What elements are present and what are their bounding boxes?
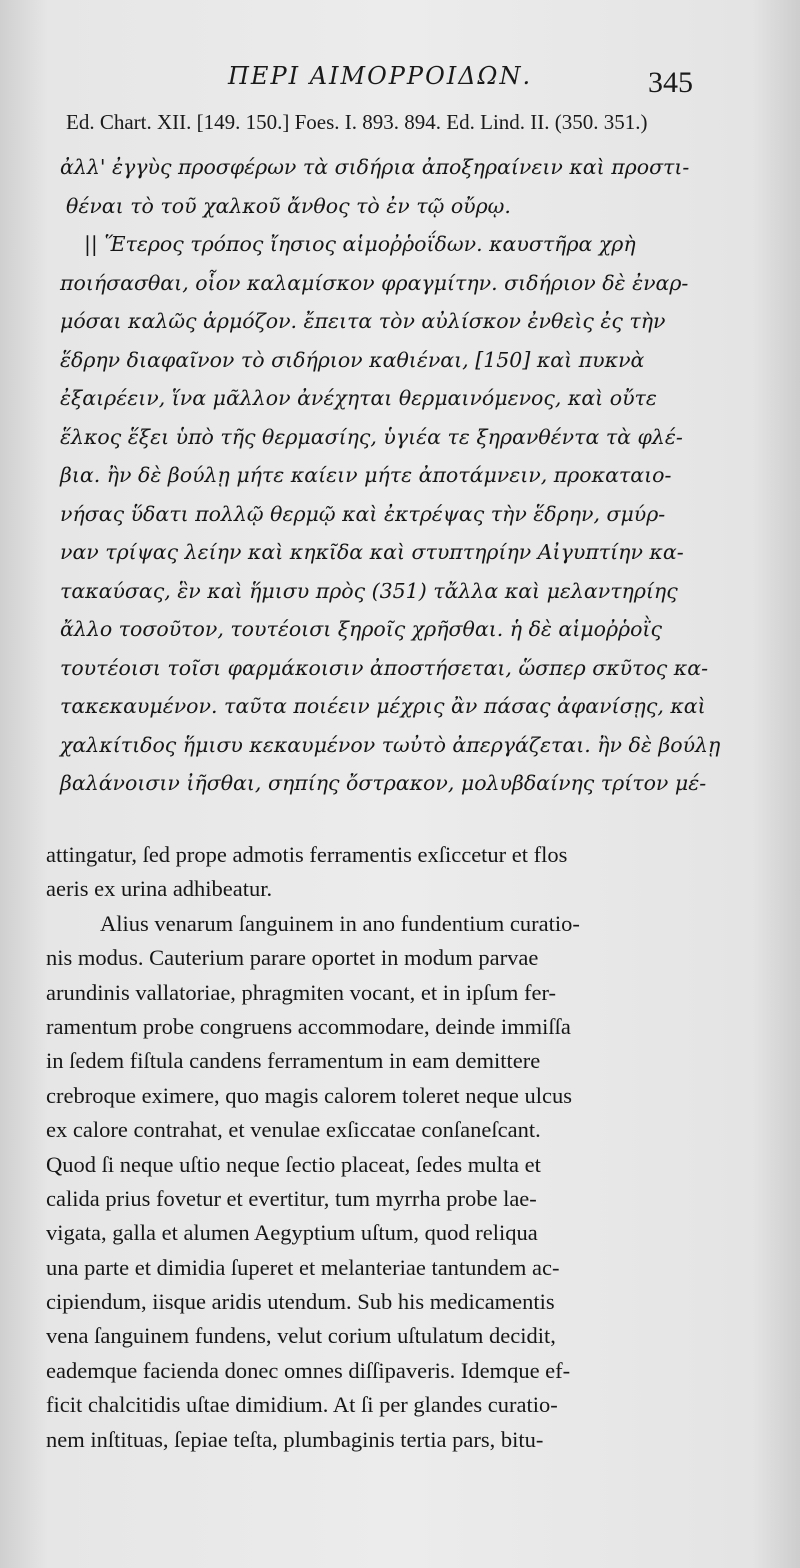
greek-text-line: βια. ἢν δὲ βούλῃ μήτε καίειν μήτε ἀποτάμνειν, προκαταιο- — [60, 463, 672, 487]
latin-text-line: ramentum probe congruens accommodare, deinde immiſſa — [46, 1013, 571, 1039]
latin-text-line: vena ſanguinem fundens, velut corium uſtulatum decidit, — [46, 1323, 556, 1349]
latin-text-line: eademque facienda donec omnes diſſipaveris. Idemque ef- — [46, 1357, 571, 1383]
latin-text-line: ex calore contrahat, et venulae exſiccatae conſaneſcant. — [46, 1117, 541, 1143]
greek-text-line: νήσας ὕδατι πολλῷ θερμῷ καὶ ἐκτρέψας τὴν ἕδρην, σμύρ- — [60, 501, 666, 526]
latin-text-line: Quod ſi neque uſtio neque ſectio placeat, ſedes multa et — [46, 1151, 541, 1177]
running-head-title: ΠΕΡΙ ΑΙΜΟΡΡΟΙΔΩΝ. — [228, 62, 533, 90]
latin-text-line: una parte et dimidia ſuperet et melanteriae tantundem ac- — [46, 1254, 560, 1280]
greek-text-line: ἄλλο τοσοῦτον, τουτέοισι ξηροῖς χρῆσθαι. ἡ δὲ αἱμοῤῥοῒς — [60, 617, 662, 641]
latin-text-line: attingatur, ſed prope admotis ferramentis exſiccetur et flos — [46, 842, 568, 867]
latin-text-line: nem inſtituas, ſepiae teſta, plumbaginis tertia pars, bitu- — [46, 1426, 544, 1452]
latin-translation-block — [46, 838, 726, 1457]
greek-text-line: ναν τρίψας λείην καὶ κηκῖδα καὶ στυπτηρίην Αἰγυπτίην κα- — [60, 540, 684, 564]
page-number: 345 — [648, 66, 693, 99]
edition-reference-line: Ed. Chart. XII. [149. 150.] Foes. I. 893. 894. Ed. Lind. II. (350. 351.) — [66, 110, 648, 134]
greek-text-line: μόσαι καλῶς ἁρμόζον. ἔπειτα τὸν αὐλίσκον ἐνθεὶς ἐς τὴν — [60, 309, 666, 333]
latin-text-line: cipiendum, iisque aridis utendum. Sub his medicamentis — [46, 1289, 555, 1315]
greek-text-line: τουτέοισι τοῖσι φαρμάκοισιν ἀποστήσεται, ὥσπερ σκῦτος κα- — [60, 655, 709, 680]
greek-text-block — [60, 148, 720, 803]
latin-text-line: arundinis vallatoriae, phragmiten vocant, et in ipſum fer- — [46, 979, 557, 1005]
latin-text-line: ficit chalcitidis uſtae dimidium. At ſi per glandes curatio- — [46, 1392, 558, 1418]
latin-text-line: Alius venarum ſanguinem in ano fundentium curatio- — [100, 910, 580, 936]
latin-text-line: aeris ex urina adhibeatur. — [46, 876, 273, 902]
greek-text-line: τακαύσας, ἓν καὶ ἥμισυ πρὸς (351) τἄλλα καὶ μελαντηρίης — [60, 578, 678, 603]
greek-text-line: θέναι τὸ τοῦ χαλκοῦ ἄνθος τὸ ἐν τῷ οὔρῳ. — [66, 193, 511, 218]
greek-text-line: ποιήσασθαι, οἷον καλαμίσκον φραγμίτην. σιδήριον δὲ ἐναρ- — [60, 270, 689, 295]
greek-text-line: ἐξαιρέειν, ἵνα μᾶλλον ἀνέχηται θερμαινόμενος, καὶ οὔτε — [60, 386, 657, 410]
latin-text-line: crebroque eximere, quo magis calorem toleret neque ulcus — [46, 1082, 573, 1108]
latin-text-line: in ſedem fiſtula candens ferramentum in eam demittere — [46, 1048, 541, 1074]
greek-text-line: || Ἕτερος τρόπος ἴησιος αἱμοῤῥοΐδων. καυστῆρα χρὴ — [84, 232, 636, 256]
greek-text-line: ἕλκος ἕξει ὑπὸ τῆς θερμασίης, ὑγιέα τε ξηρανθέντα τὰ φλέ- — [60, 424, 683, 449]
greek-text-line: τακεκαυμένον. ταῦτα ποιέειν μέχρις ἂν πάσας ἀφανίσῃς, καὶ — [60, 694, 706, 718]
greek-text-line: βαλάνοισιν ἰῆσθαι, σηπίης ὄστρακον, μολυβδαίνης τρίτον μέ- — [60, 771, 707, 795]
latin-text-line: vigata, galla et alumen Aegyptium uſtum, quod reliqua — [46, 1220, 538, 1246]
greek-text-line: ἀλλ' ἐγγὺς προσφέρων τὰ σιδήρια ἀποξηραίνειν καὶ προστι- — [60, 155, 690, 179]
latin-text-line: calida prius fovetur et evertitur, tum myrrha probe lae- — [46, 1185, 537, 1211]
greek-text-line: χαλκίτιδος ἥμισυ κεκαυμένον τωὐτὸ ἀπεργάζεται. ἢν δὲ βούλῃ — [60, 732, 721, 757]
greek-text-line: ἕδρην διαφαῖνον τὸ σιδήριον καθιέναι, [150] καὶ πυκνὰ — [60, 347, 645, 372]
latin-text-line: nis modus. Cauterium parare oportet in modum parvae — [46, 945, 539, 971]
